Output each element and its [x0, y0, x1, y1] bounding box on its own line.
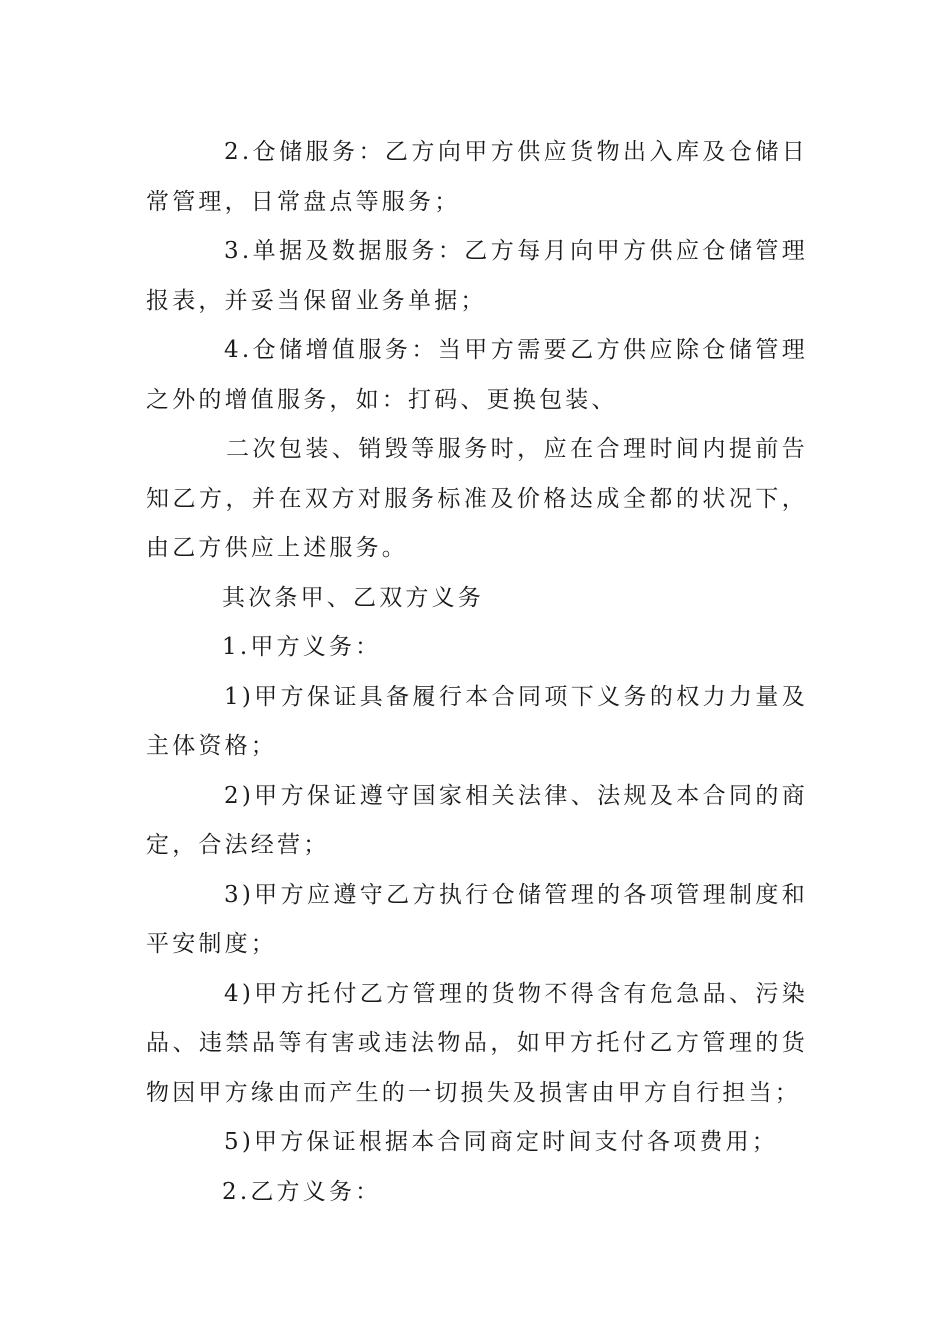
obligation-item-1: 1)甲方保证具备履行本合同项下义务的权力力量及主体资格； [146, 683, 808, 759]
paragraph-value-added-service: 4.仓储增值服务：当甲方需要乙方供应除仓储管理之外的增值服务，如：打码、更换包装、 [146, 337, 808, 413]
paragraph-value-added-continued: 二次包装、销毁等服务时，应在合理时间内提前告知乙方，并在双方对服务标准及价格达成全都的状况下，由乙方供应上述服务。 [146, 436, 808, 561]
subheading-party-b-obligations: 2.乙方义务： [222, 1178, 382, 1205]
obligation-item-5: 5)甲方保证根据本合同商定时间支付各项费用； [224, 1129, 779, 1155]
obligation-item-4: 4)甲方托付乙方管理的货物不得含有危急品、污染品、违禁品等有害或违法物品，如甲方托付乙方管理的货物因甲方缘由而产生的一切损失及损害由甲方自行担当； [146, 980, 808, 1106]
document-body [146, 128, 808, 1217]
obligation-item-3: 3)甲方应遵守乙方执行仓储管理的各项管理制度和平安制度； [146, 881, 808, 957]
subheading-party-a-obligations: 1.甲方义务： [222, 634, 382, 660]
obligation-item-2: 2)甲方保证遵守国家相关法律、法规及本合同的商定，合法经营； [146, 782, 808, 858]
paragraph-storage-service: 2.仓储服务：乙方向甲方供应货物出入库及仓储日常管理，日常盘点等服务； [146, 139, 808, 215]
paragraph-document-data-service: 3.单据及数据服务：乙方每月向甲方供应仓储管理报表，并妥当保留业务单据； [146, 238, 808, 314]
section-heading-obligations: 其次条甲、乙双方义务 [222, 584, 484, 611]
